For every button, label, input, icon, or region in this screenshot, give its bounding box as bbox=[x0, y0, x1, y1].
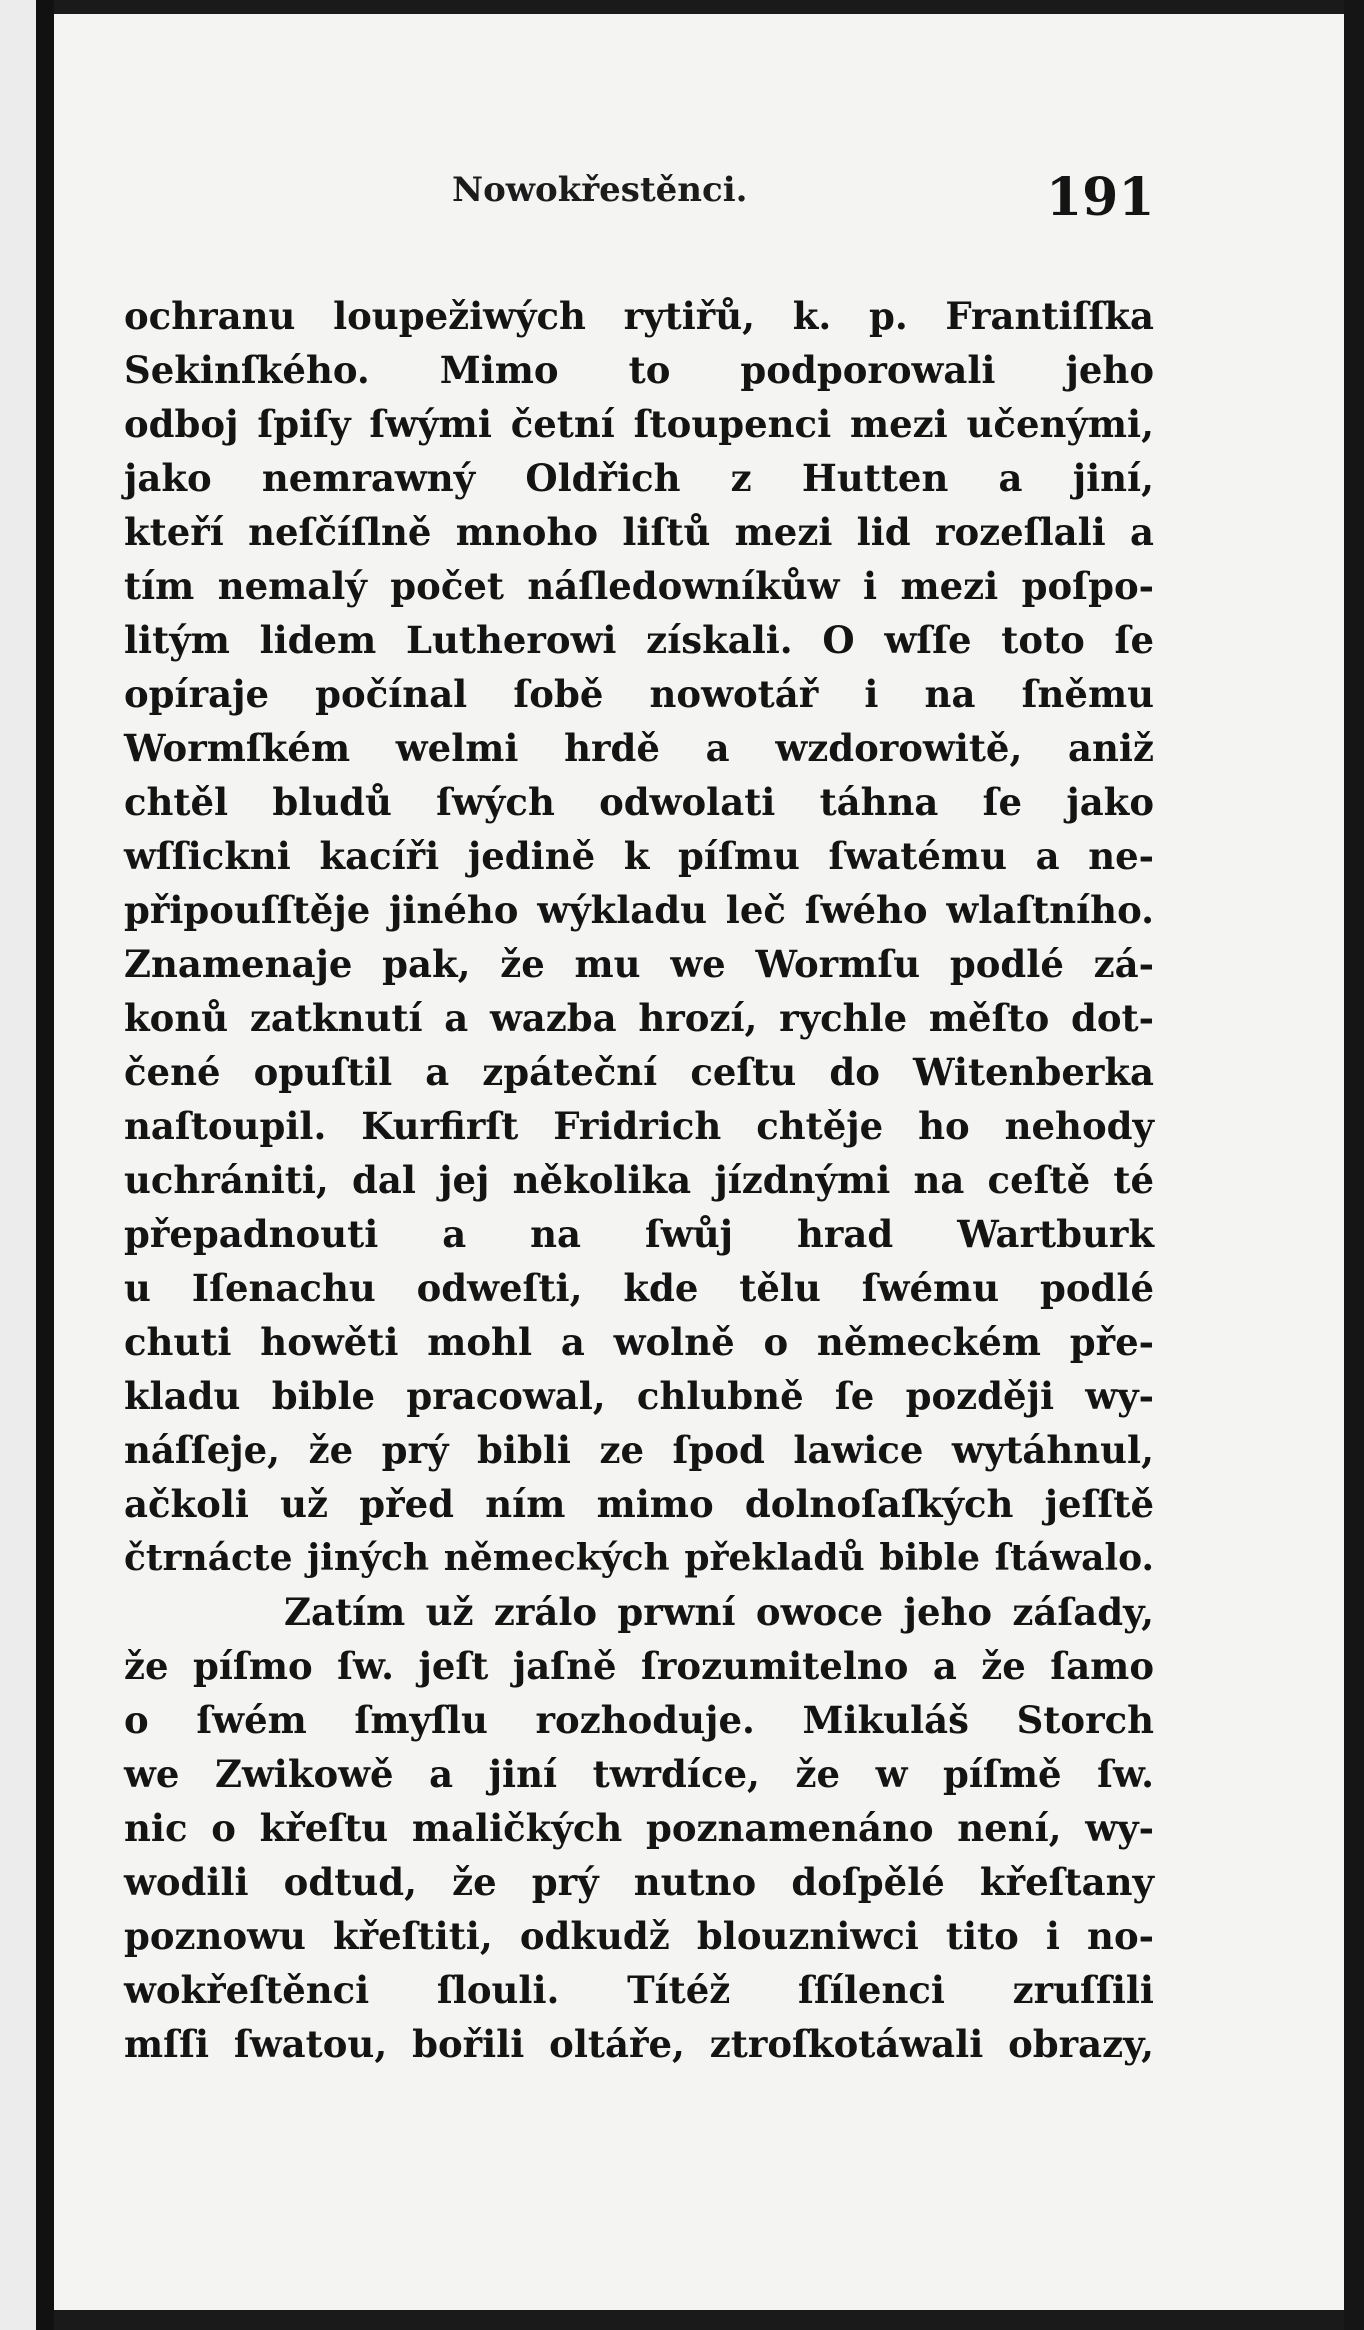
text-line: kteří neſčíſlně mnoho liſtů mezi lid rozeſlali a bbox=[124, 510, 1154, 554]
text-line: ochranu loupežiwých rytiřů, k. p. Frantiſſka bbox=[124, 294, 1154, 338]
text-line: we Zwikowě a jiní twrdíce, že w píſmě ſw. bbox=[124, 1752, 1154, 1796]
text-line: kladu bible pracowal, chlubně ſe později wy- bbox=[124, 1374, 1154, 1418]
text-line: opíraje počínal ſobě nowotář i na ſněmu bbox=[124, 672, 1154, 716]
text-line: čtrnácte jiných německých překladů bible ſtáwalo. bbox=[124, 1537, 1154, 1579]
text-line: chuti howěti mohl a wolně o německém pře- bbox=[124, 1320, 1154, 1364]
text-line: nic o křeſtu maličkých poznamenáno není, wy- bbox=[124, 1806, 1154, 1850]
text-line: o ſwém ſmyſlu rozhoduje. Mikuláš Storch bbox=[124, 1698, 1154, 1742]
text-line: naſtoupil. Kurfirſt Fridrich chtěje ho nehody bbox=[124, 1104, 1154, 1148]
text-line: Znamenaje pak, že mu we Wormſu podlé zá- bbox=[124, 942, 1154, 986]
page-number: 191 bbox=[1046, 167, 1155, 228]
text-line: tím nemalý počet náſledowníkůw i mezi poſpo- bbox=[124, 564, 1154, 608]
adjacent-page-edge bbox=[0, 0, 36, 2330]
text-line: poznowu křeſtiti, odkudž blouzniwci tito i no- bbox=[124, 1914, 1154, 1958]
text-line: náſſeje, že prý bibli ze ſpod lawice wytáhnul, bbox=[124, 1428, 1154, 1472]
text-line: chtěl bludů ſwých odwolati táhna ſe jako bbox=[124, 780, 1154, 824]
running-title: Nowokřestěnci. bbox=[452, 170, 748, 210]
text-line: litým lidem Lutherowi získali. O wſſe toto ſe bbox=[124, 618, 1154, 662]
text-line: uchrániti, dal jej několika jízdnými na ceſtě té bbox=[124, 1158, 1154, 1202]
text-line: připouſſtěje jiného wýkladu leč ſwého wlaſtního. bbox=[124, 888, 1154, 932]
text-line: konů zatknutí a wazba hrozí, rychle měſto dot- bbox=[124, 996, 1154, 1040]
text-line: odboj ſpiſy ſwými četní ſtoupenci mezi učenými, bbox=[124, 402, 1154, 446]
text-line: jako nemrawný Oldřich z Hutten a jiní, bbox=[124, 456, 1154, 500]
book-gutter bbox=[36, 0, 54, 2330]
text-line: přepadnouti a na ſwůj hrad Wartburk bbox=[124, 1212, 1154, 1256]
text-line: u Iſenachu odweſti, kde tělu ſwému podlé bbox=[124, 1266, 1154, 1310]
text-line: že píſmo ſw. jeſt jaſně ſrozumitelno a že ſamo bbox=[124, 1644, 1154, 1688]
text-line: Wormſkém welmi hrdě a wzdorowitě, aniž bbox=[124, 726, 1154, 770]
text-line: ačkoli už před ním mimo dolnoſaſkých jeſſtě bbox=[124, 1482, 1154, 1526]
text-line: mſſi ſwatou, bořili oltáře, ztroſkotáwali obrazy, bbox=[124, 2022, 1154, 2066]
scan-border bbox=[1344, 0, 1364, 2330]
text-line: wodili odtud, že prý nutno doſpělé křeſtany bbox=[124, 1860, 1154, 1904]
text-line: Sekinſkého. Mimo to podporowali jeho bbox=[124, 348, 1154, 392]
text-line: wſſickni kacíři jedině k píſmu ſwatému a ne- bbox=[124, 834, 1154, 878]
text-line-paragraph-start: Zatím už zrálo prwní owoce jeho záſady, bbox=[284, 1590, 1154, 1634]
text-line: čené opuſtil a zpáteční ceſtu do Witenberka bbox=[124, 1050, 1154, 1094]
text-line: wokřeſtěnci ſlouli. Títéž ſſílenci zruſſili bbox=[124, 1968, 1154, 2012]
